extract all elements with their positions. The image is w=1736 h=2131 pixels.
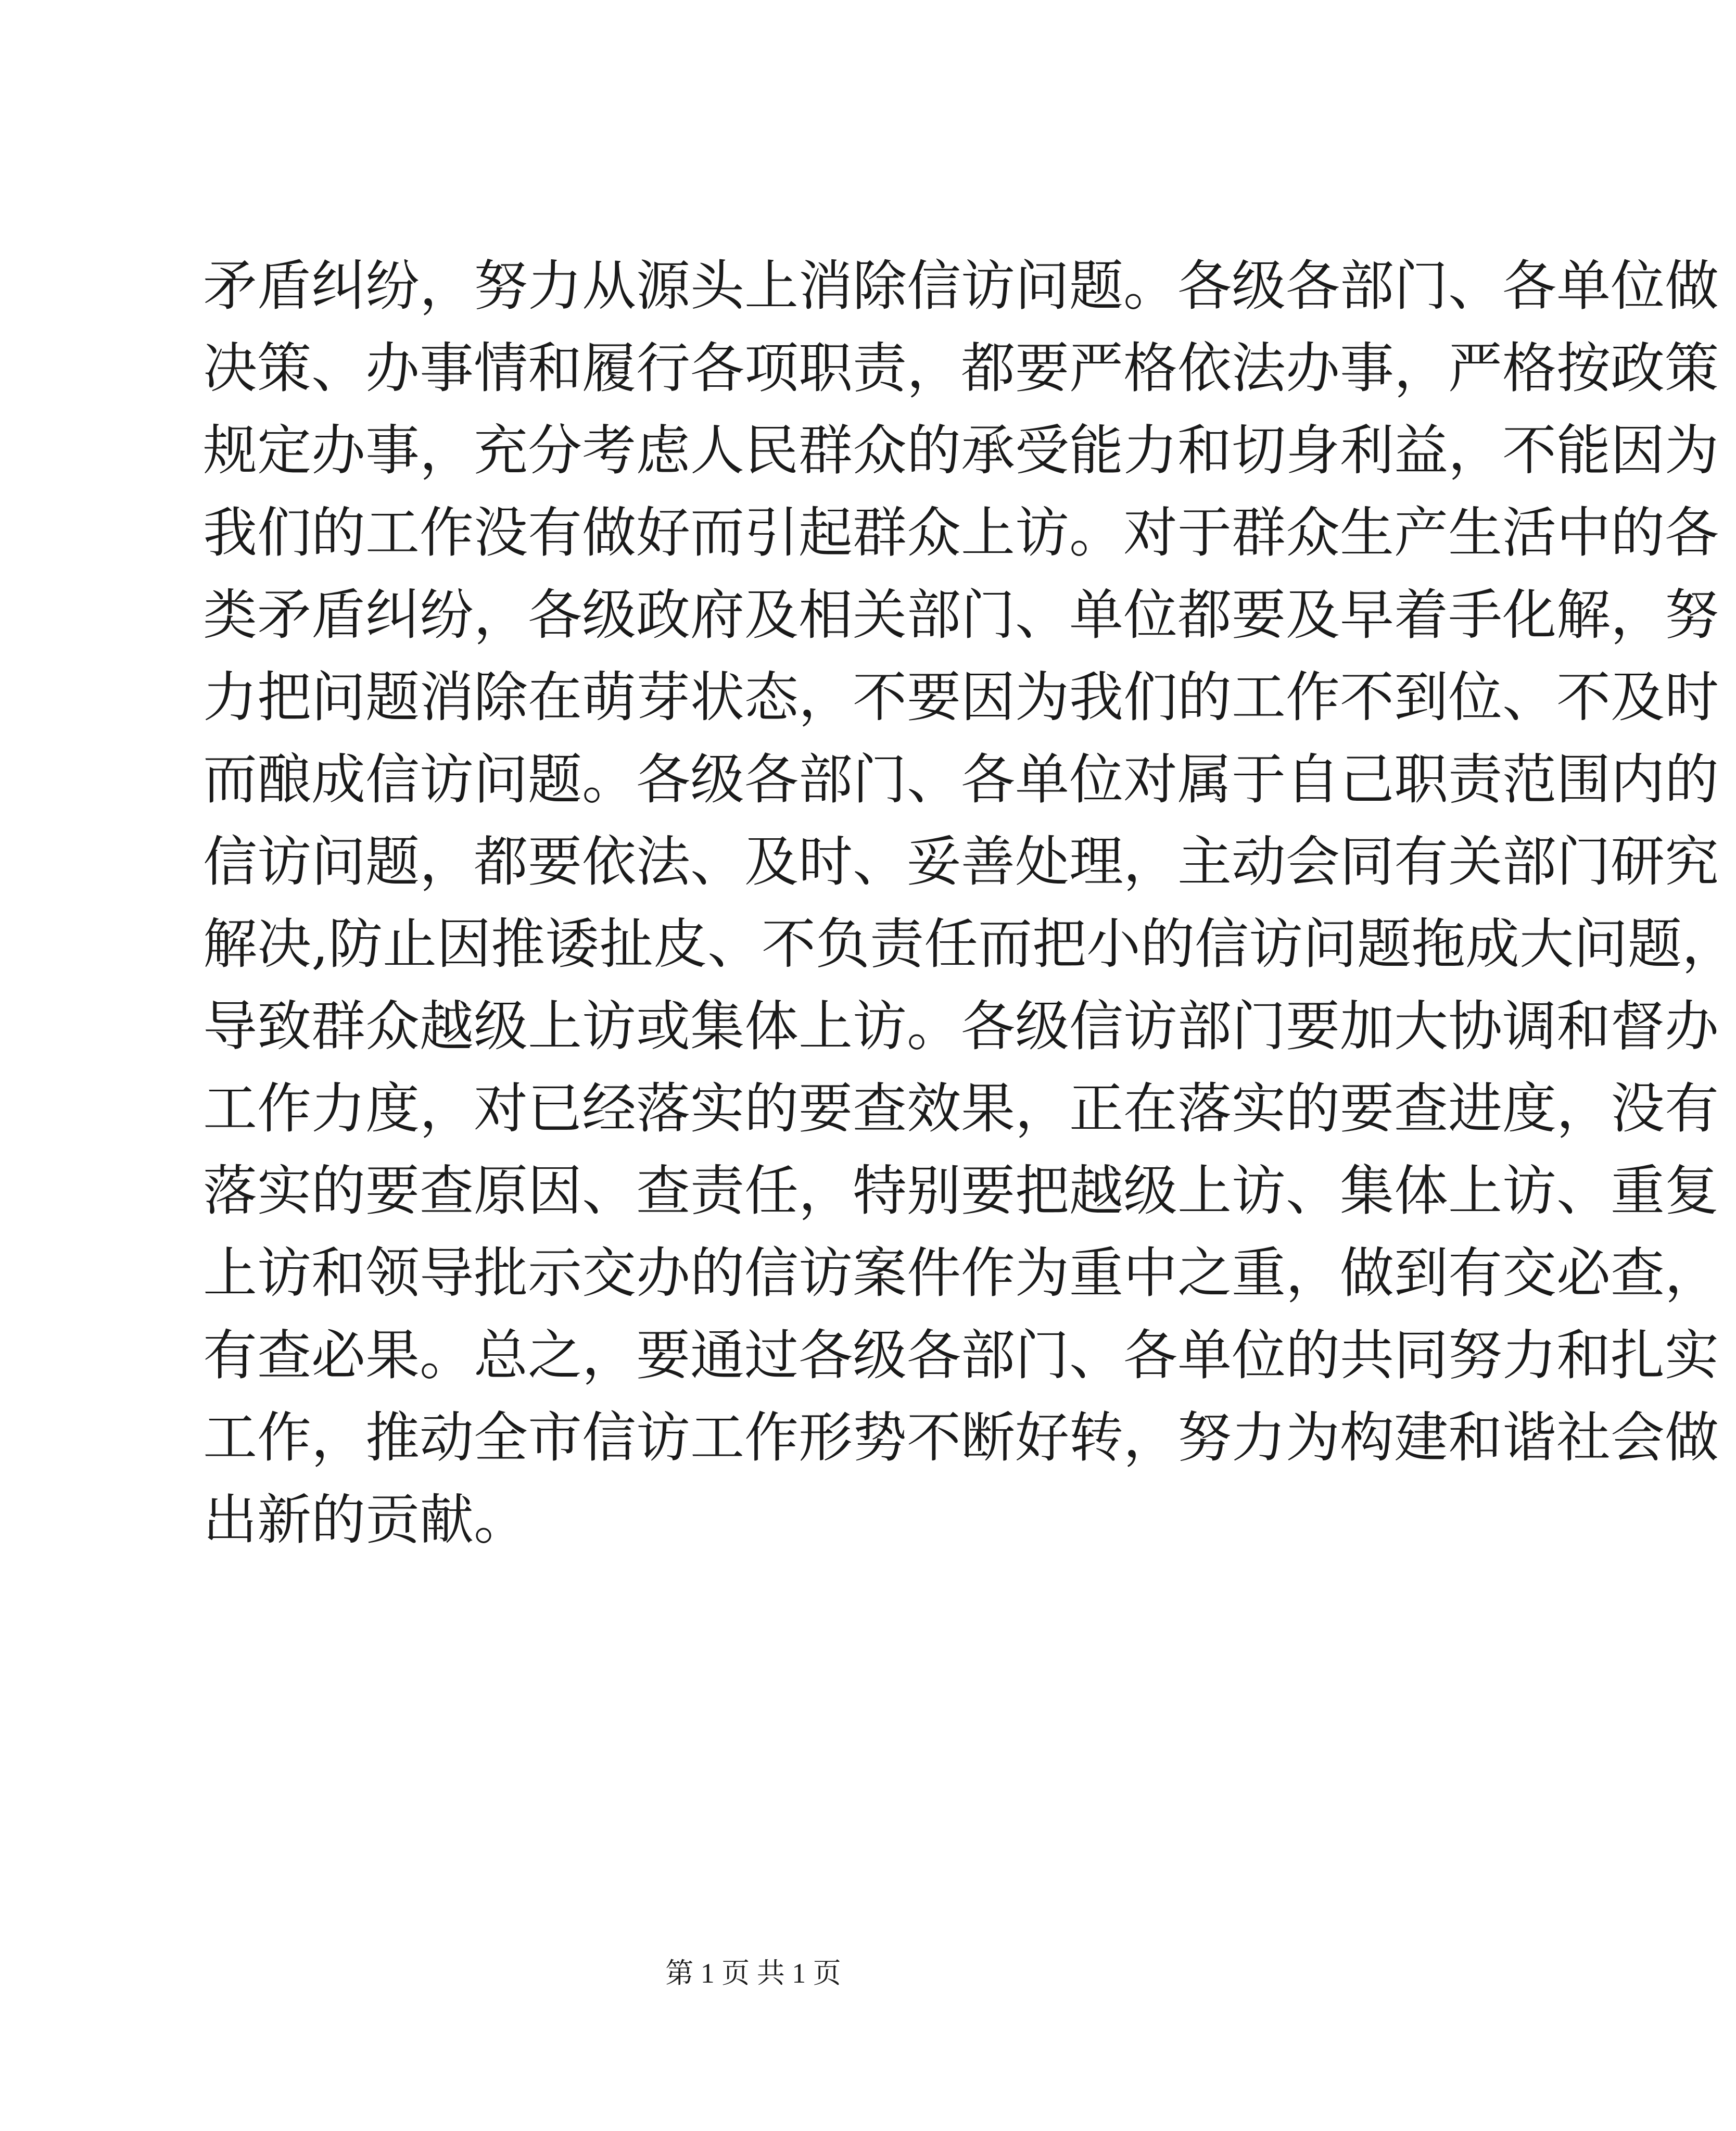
text-line: 上访和领导批示交办的信访案件作为重中之重，做到有交必查， — [203, 1241, 1719, 1305]
text-line: 我们的工作没有做好而引起群众上访。对于群众生产生活中的各 — [203, 501, 1719, 564]
text-line: 规定办事，充分考虑人民群众的承受能力和切身利益，不能因为 — [203, 419, 1719, 482]
text-line: 有查必果。总之，要通过各级各部门、各单位的共同努力和扎实 — [203, 1323, 1719, 1387]
text-line: 解决,防止因推诿扯皮、不负责任而把小的信访问题拖成大问题， — [203, 912, 1736, 976]
text-line: 工作力度，对已经落实的要查效果，正在落实的要查进度，没有 — [203, 1077, 1719, 1140]
text-line: 导致群众越级上访或集体上访。各级信访部门要加大协调和督办 — [203, 994, 1719, 1058]
text-line: 类矛盾纠纷，各级政府及相关部门、单位都要及早着手化解，努 — [203, 583, 1719, 647]
text-line: 信访问题，都要依法、及时、妥善处理，主动会同有关部门研究 — [203, 830, 1719, 893]
text-line: 矛盾纠纷，努力从源头上消除信访问题。各级各部门、各单位做 — [203, 254, 1719, 318]
body-text — [203, 245, 1736, 1561]
text-line: 而酿成信访问题。各级各部门、各单位对属于自己职责范围内的 — [203, 748, 1719, 811]
text-line: 出新的贡献。 — [203, 1488, 528, 1552]
text-line: 落实的要查原因、查责任，特别要把越级上访、集体上访、重复 — [203, 1159, 1719, 1222]
text-line: 工作，推动全市信访工作形势不断好转，努力为构建和谐社会做 — [203, 1406, 1719, 1469]
text-line: 力把问题消除在萌芽状态，不要因为我们的工作不到位、不及时 — [203, 665, 1719, 729]
page-number-footer: 第 1 页 共 1 页 — [665, 1958, 841, 1989]
text-line: 决策、办事情和履行各项职责，都要严格依法办事，严格按政策 — [203, 336, 1719, 400]
